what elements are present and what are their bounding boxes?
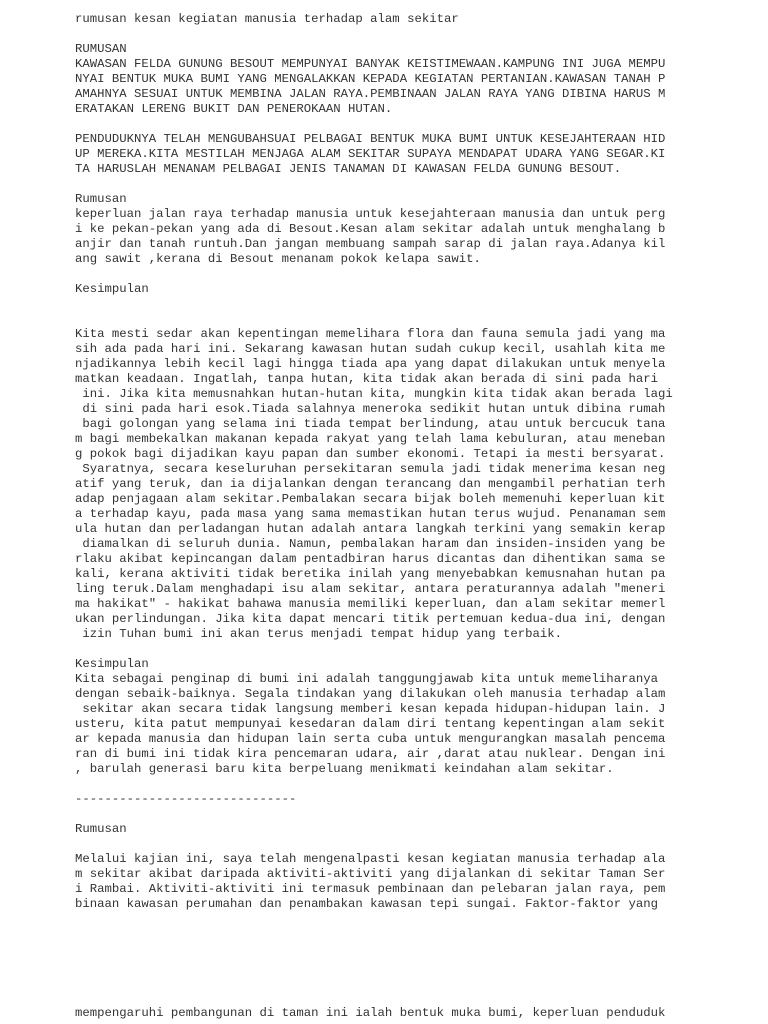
text-line: ran di bumi ini tidak kira pencemaran udara, air ,darat atau nuklear. Dengan ini: [75, 747, 666, 761]
text-line: sih ada pada hari ini. Sekarang kawasan hutan sudah cukup kecil, usahlah kita me: [75, 342, 666, 356]
text-line: KAWASAN FELDA GUNUNG BESOUT MEMPUNYAI BANYAK KEISTIMEWAAN.KAMPUNG INI JUGA MEMPU: [75, 57, 666, 71]
text-line: matkan keadaan. Ingatlah, tanpa hutan, kita tidak akan berada di sini pada hari: [75, 372, 658, 386]
text-line: diamalkan di seluruh dunia. Namun, pembalakan haram dan insiden-insiden yang be: [75, 537, 666, 551]
text-line: izin Tuhan bumi ini akan terus menjadi tempat hidup yang terbaik.: [75, 627, 563, 641]
text-line: dengan sebaik-baiknya. Segala tindakan yang dilakukan oleh manusia terhadap alam: [75, 687, 666, 701]
text-line: m bagi membekalkan makanan kepada rakyat yang telah lama kebuluran, atau meneban: [75, 432, 666, 446]
continued-text-line: mempengaruhi pembangunan di taman ini ialah bentuk muka bumi, keperluan penduduk: [75, 1006, 666, 1020]
text-line: ang sawit ,kerana di Besout menanam pokok kelapa sawit.: [75, 252, 481, 266]
text-line: UP MEREKA.KITA MESTILAH MENJAGA ALAM SEKITAR SUPAYA MENDAPAT UDARA YANG SEGAR.KI: [75, 147, 666, 161]
text-line: AMAHNYA SESUAI UNTUK MEMBINA JALAN RAYA.PEMBINAAN JALAN RAYA YANG DIBINA HARUS M: [75, 87, 666, 101]
text-line: Melalui kajian ini, saya telah mengenalpasti kesan kegiatan manusia terhadap ala: [75, 852, 666, 866]
text-line: usteru, kita patut mempunyai kesedaran dalam diri tentang kepentingan alam sekit: [75, 717, 666, 731]
paragraph: [75, 672, 735, 777]
text-line: m sekitar akibat daripada aktiviti-aktiviti yang dijalankan di sekitar Taman Ser: [75, 867, 666, 881]
text-line: ar kepada manusia dan hidupan lain serta cuba untuk mengurangkan masalah pencema: [75, 732, 666, 746]
section-heading: Rumusan: [75, 822, 127, 836]
text-line: di sini pada hari esok.Tiada salahnya meneroka sedikit hutan untuk dibina rumah: [75, 402, 666, 416]
text-line: binaan kawasan perumahan dan penambakan kawasan tepi sungai. Faktor-faktor yang: [75, 897, 658, 911]
section-heading: Kesimpulan: [75, 657, 149, 671]
section-separator: ------------------------------: [75, 792, 297, 806]
text-line: ERATAKAN LERENG BUKIT DAN PENEROKAAN HUTAN.: [75, 102, 393, 116]
text-line: anjir dan tanah runtuh.Dan jangan membuang sampah sarap di jalan raya.Adanya kil: [75, 237, 666, 251]
document-title: rumusan kesan kegiatan manusia terhadap alam sekitar: [75, 12, 459, 26]
paragraph: [75, 57, 735, 117]
paragraph: [75, 132, 735, 177]
text-line: Kita sebagai penginap di bumi ini adalah tanggungjawab kita untuk memeliharanya: [75, 672, 658, 686]
paragraph: [75, 207, 735, 267]
text-line: i Rambai. Aktiviti-aktiviti ini termasuk pembinaan dan pelebaran jalan raya, pem: [75, 882, 666, 896]
section-heading: RUMUSAN: [75, 42, 127, 56]
text-line: keperluan jalan raya terhadap manusia untuk kesejahteraan manusia dan untuk perg: [75, 207, 666, 221]
text-line: , barulah generasi baru kita berpeluang menikmati keindahan alam sekitar.: [75, 762, 614, 776]
text-line: NYAI BENTUK MUKA BUMI YANG MENGALAKKAN KEPADA KEGIATAN PERTANIAN.KAWASAN TANAH P: [75, 72, 666, 86]
text-line: atif yang teruk, dan ia dijalankan dengan terancang dan mengambil perhatian terh: [75, 477, 666, 491]
text-line: g pokok bagi dijadikan kayu papan dan sumber ekonomi. Tetapi ia mesti bersyarat.: [75, 447, 666, 461]
section-heading: Rumusan: [75, 192, 127, 206]
text-line: rlaku akibat kepincangan dalam pentadbiran harus dicantas dan dihentikan sama se: [75, 552, 666, 566]
text-line: adap penjagaan alam sekitar.Pembalakan secara bijak boleh memenuhi keperluan kit: [75, 492, 666, 506]
text-line: i ke pekan-pekan yang ada di Besout.Kesan alam sekitar adalah untuk menghalang b: [75, 222, 666, 236]
text-line: ling teruk.Dalam menghadapi isu alam sekitar, antara peraturannya adalah "meneri: [75, 582, 666, 596]
text-line: sekitar akan secara tidak langsung memberi kesan kepada hidupan-hidupan lain. J: [75, 702, 666, 716]
text-line: ma hakikat" - hakikat bahawa manusia memiliki keperluan, dan alam sekitar memerl: [75, 597, 666, 611]
document-body: [75, 12, 735, 912]
section-heading: Kesimpulan: [75, 282, 149, 296]
text-line: PENDUDUKNYA TELAH MENGUBAHSUAI PELBAGAI BENTUK MUKA BUMI UNTUK KESEJAHTERAAN HID: [75, 132, 666, 146]
text-line: a terhadap kayu, pada masa yang sama memastikan hutan terus wujud. Penanaman sem: [75, 507, 666, 521]
text-line: ukan perlindungan. Jika kita dapat mencari titik pertemuan kedua-dua ini, dengan: [75, 612, 666, 626]
text-line: TA HARUSLAH MENANAM PELBAGAI JENIS TANAMAN DI KAWASAN FELDA GUNUNG BESOUT.: [75, 162, 622, 176]
text-line: bagi golongan yang selama ini tiada tempat berlindung, atau untuk bercucuk tana: [75, 417, 666, 431]
text-line: kali, kerana aktiviti tidak beretika inilah yang menyebabkan kemusnahan hutan pa: [75, 567, 666, 581]
text-line: njadikannya lebih kecil lagi hingga tiada apa yang dapat dilakukan untuk menyela: [75, 357, 666, 371]
paragraph: [75, 852, 735, 912]
paragraph: [75, 327, 735, 642]
text-line: ini. Jika kita memusnahkan hutan-hutan kita, mungkin kita tidak akan berada lagi: [75, 387, 673, 401]
text-line: Syaratnya, secara keseluruhan persekitaran semula jadi tidak menerima kesan neg: [75, 462, 666, 476]
text-line: Kita mesti sedar akan kepentingan memelihara flora dan fauna semula jadi yang ma: [75, 327, 666, 341]
text-line: ula hutan dan perladangan hutan adalah antara langkah terkini yang semakin kerap: [75, 522, 666, 536]
